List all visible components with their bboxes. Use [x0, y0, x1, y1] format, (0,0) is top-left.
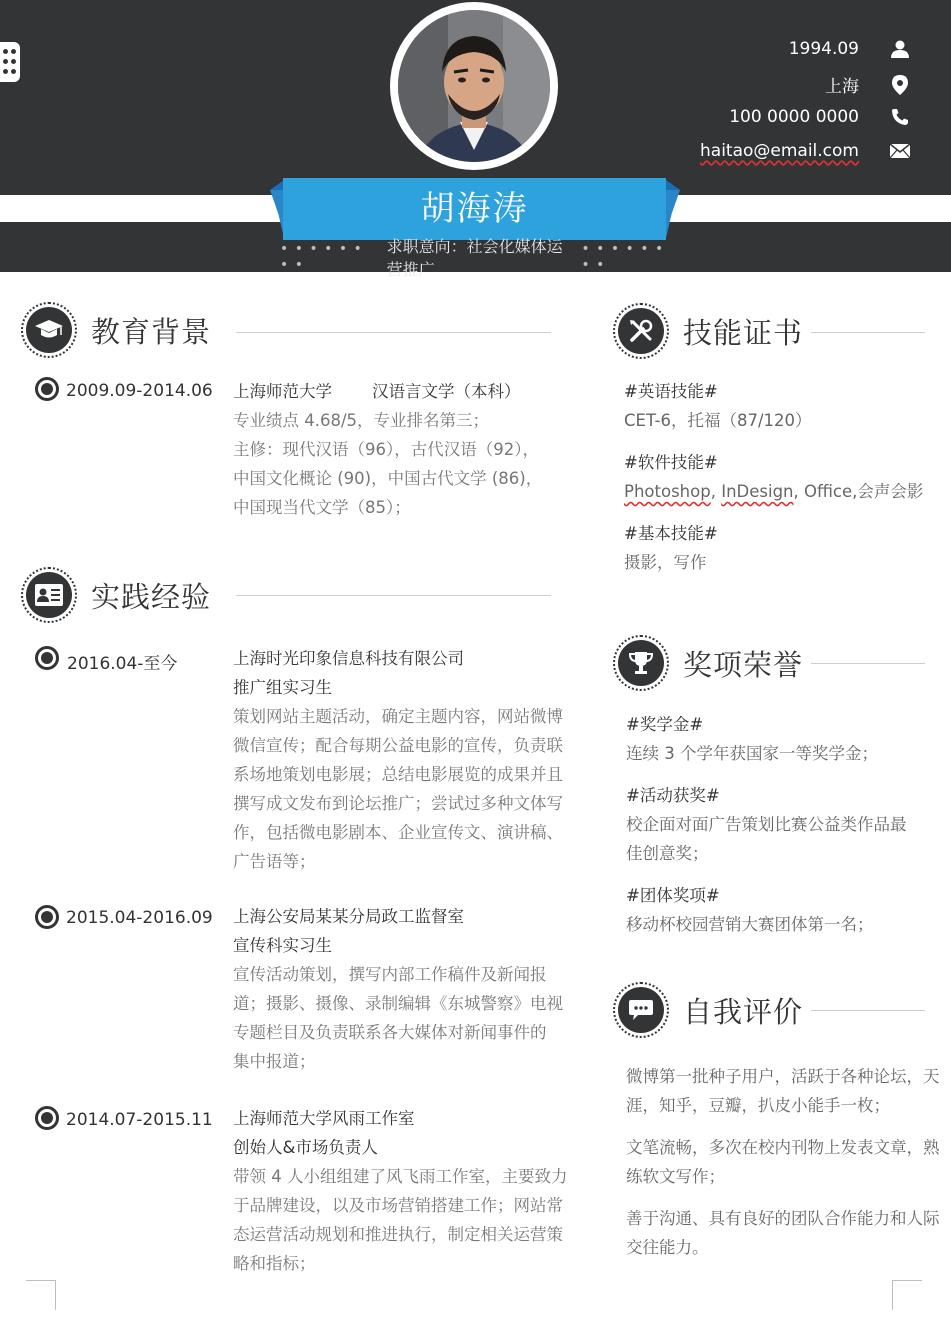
section-self-evaluation [613, 982, 803, 1038]
contact-phone [729, 106, 911, 128]
skill-value: 摄影，写作 [624, 553, 707, 572]
software-indesign: InDesign [721, 482, 794, 501]
self-eval-line: 交往能力。 [626, 1238, 709, 1257]
exp-date: 2016.04-至今 [67, 654, 178, 674]
birth-date: 1994.09 [788, 39, 859, 59]
phone-number: 100 0000 0000 [729, 107, 859, 127]
graduation-cap-icon [26, 307, 72, 353]
exp-org: 上海师范大学风雨工作室 [233, 1109, 415, 1128]
exp-org: 上海时光印象信息科技有限公司 [233, 649, 464, 668]
section-title-skills: 技能证书 [683, 315, 804, 350]
software-photoshop: Photoshop [624, 482, 711, 501]
exp-line: 带领 4 人小组组建了风飞雨工作室，主要致力 [233, 1167, 568, 1186]
exp-role: 宣传科实习生 [233, 936, 332, 955]
exp-line: 策划网站主题活动，确定主题内容，网站微博 [233, 707, 563, 726]
exp-line: 道；摄影、摄像、录制编辑《东城警察》电视 [233, 994, 563, 1013]
award-tag: #团体奖项# [626, 886, 720, 905]
self-eval-line: 练软文写作； [626, 1167, 725, 1186]
self-eval-line: 善于沟通、具有良好的团队合作能力和人际 [626, 1209, 940, 1228]
award-line: 佳创意奖； [626, 844, 709, 863]
exp-org: 上海公安局某某分局政工监督室 [233, 907, 464, 926]
exp-line: 于品牌建设，以及市场营销搭建工作；网站常 [233, 1196, 563, 1215]
section-skills [613, 303, 803, 359]
location: 上海 [825, 77, 859, 97]
mail-icon [889, 140, 911, 162]
job-intent-text: 求职意向：社会化媒体运营推广 [386, 237, 563, 279]
tools-icon [618, 308, 664, 354]
contact-birth [789, 38, 911, 60]
awards-block [626, 710, 948, 939]
skill-tag: #基本技能# [624, 524, 718, 543]
avatar [398, 10, 550, 162]
exp-line: 态运营活动规划和推进执行，制定相关运营策 [233, 1225, 563, 1244]
exp-line: 略和指标； [233, 1254, 316, 1273]
section-divider [811, 1010, 925, 1011]
major-name: 汉语言文学（本科） [372, 382, 521, 401]
section-experience [21, 567, 211, 623]
school-name: 上海师范大学 [233, 382, 332, 401]
ribbon-fold-left [270, 180, 284, 190]
edu-line: 中国文化概论 (90)，中国古代文学 (86)， [233, 469, 543, 488]
software-rest: , Office,会声会影 [793, 482, 924, 501]
skill-tag: #软件技能# [624, 453, 718, 472]
self-eval-line: 微博第一批种子用户，活跃于各种论坛，天 [626, 1067, 940, 1086]
candidate-name: 胡海涛 [283, 178, 666, 240]
job-intent [280, 237, 670, 279]
award-line: 校企面对面广告策划比赛公益类作品最 [626, 815, 907, 834]
timeline-bullet [35, 905, 59, 929]
skill-value-software [624, 477, 946, 506]
contact-email [700, 140, 911, 162]
exp-line: 作，包括微电影剧本、企业宣传文、演讲稿、 [233, 823, 563, 842]
section-awards [613, 635, 803, 691]
email-link[interactable]: haitao@email.com [700, 141, 859, 161]
award-line: 移动杯校园营销大赛团体第一名； [626, 915, 874, 934]
intent-dots-left: • • • • • • • • [280, 241, 363, 273]
exp-date: 2015.04-2016.09 [66, 908, 213, 928]
skill-tag: #英语技能# [624, 382, 718, 401]
software-separator: , [710, 482, 722, 501]
exp-block [233, 902, 573, 1076]
page-corner-mark [26, 1280, 56, 1310]
exp-line: 集中报道； [233, 1052, 316, 1071]
edu-line: 专业绩点 4.68/5，专业排名第三； [233, 411, 490, 430]
location-pin-icon [889, 74, 911, 96]
section-divider [811, 663, 925, 664]
edu-line: 中国现当代文学（85）； [233, 498, 411, 517]
phone-icon [889, 106, 911, 128]
section-title-awards: 奖项荣誉 [683, 647, 804, 682]
contact-location [825, 72, 911, 97]
award-line: 连续 3 个学年获国家一等奖学金； [626, 744, 878, 763]
self-eval-line: 文笔流畅，多次在校内刊物上发表文章，熟 [626, 1138, 940, 1157]
edu-date: 2009.09-2014.06 [66, 381, 213, 401]
section-title-education: 教育背景 [91, 314, 212, 349]
section-divider [236, 595, 551, 596]
exp-line: 微信宣传；配合每期公益电影的宣传，负责联 [233, 736, 563, 755]
timeline-bullet [35, 1106, 59, 1130]
exp-block [233, 1104, 573, 1278]
exp-line: 系场地策划电影展；总结电影展览的成果并且 [233, 765, 563, 784]
section-title-experience: 实践经验 [91, 579, 212, 614]
self-eval-line: 涯，知乎，豆瓣，扒皮小能手一枚； [626, 1096, 890, 1115]
page-corner-mark [892, 1280, 922, 1310]
section-title-self-evaluation: 自我评价 [683, 994, 804, 1029]
trophy-icon [618, 640, 664, 686]
award-tag: #活动获奖# [626, 786, 720, 805]
section-divider [811, 332, 925, 333]
chat-bubble-icon [618, 987, 664, 1033]
exp-line: 宣传活动策划，撰写内部工作稿件及新闻报 [233, 965, 547, 984]
avatar-frame [390, 2, 558, 170]
exp-block [233, 644, 573, 876]
exp-line: 专题栏目及负责联系各大媒体对新闻事件的 [233, 1023, 547, 1042]
exp-line: 撰写成文发布到论坛推广；尝试过多种文体写 [233, 794, 563, 813]
section-divider [236, 332, 551, 333]
self-eval-block [626, 1062, 948, 1262]
ribbon-fold-right [666, 180, 680, 190]
drag-handle-icon[interactable] [0, 42, 20, 82]
person-icon [889, 38, 911, 60]
skills-block [624, 377, 946, 577]
exp-date: 2014.07-2015.11 [66, 1110, 213, 1130]
edu-block [233, 377, 573, 522]
id-card-icon [26, 572, 72, 618]
edu-line: 主修：现代汉语（96），古代汉语（92）， [233, 440, 539, 459]
exp-role: 推广组实习生 [233, 678, 332, 697]
award-tag: #奖学金# [626, 715, 704, 734]
timeline-bullet [35, 377, 59, 401]
section-education [21, 302, 211, 358]
skill-value: CET-6，托福（87/120） [624, 411, 812, 430]
intent-dots-right: • • • • • • • • [581, 241, 665, 273]
exp-role: 创始人&市场负责人 [233, 1138, 378, 1157]
timeline-bullet [35, 646, 59, 670]
exp-line: 广告语等； [233, 852, 316, 871]
